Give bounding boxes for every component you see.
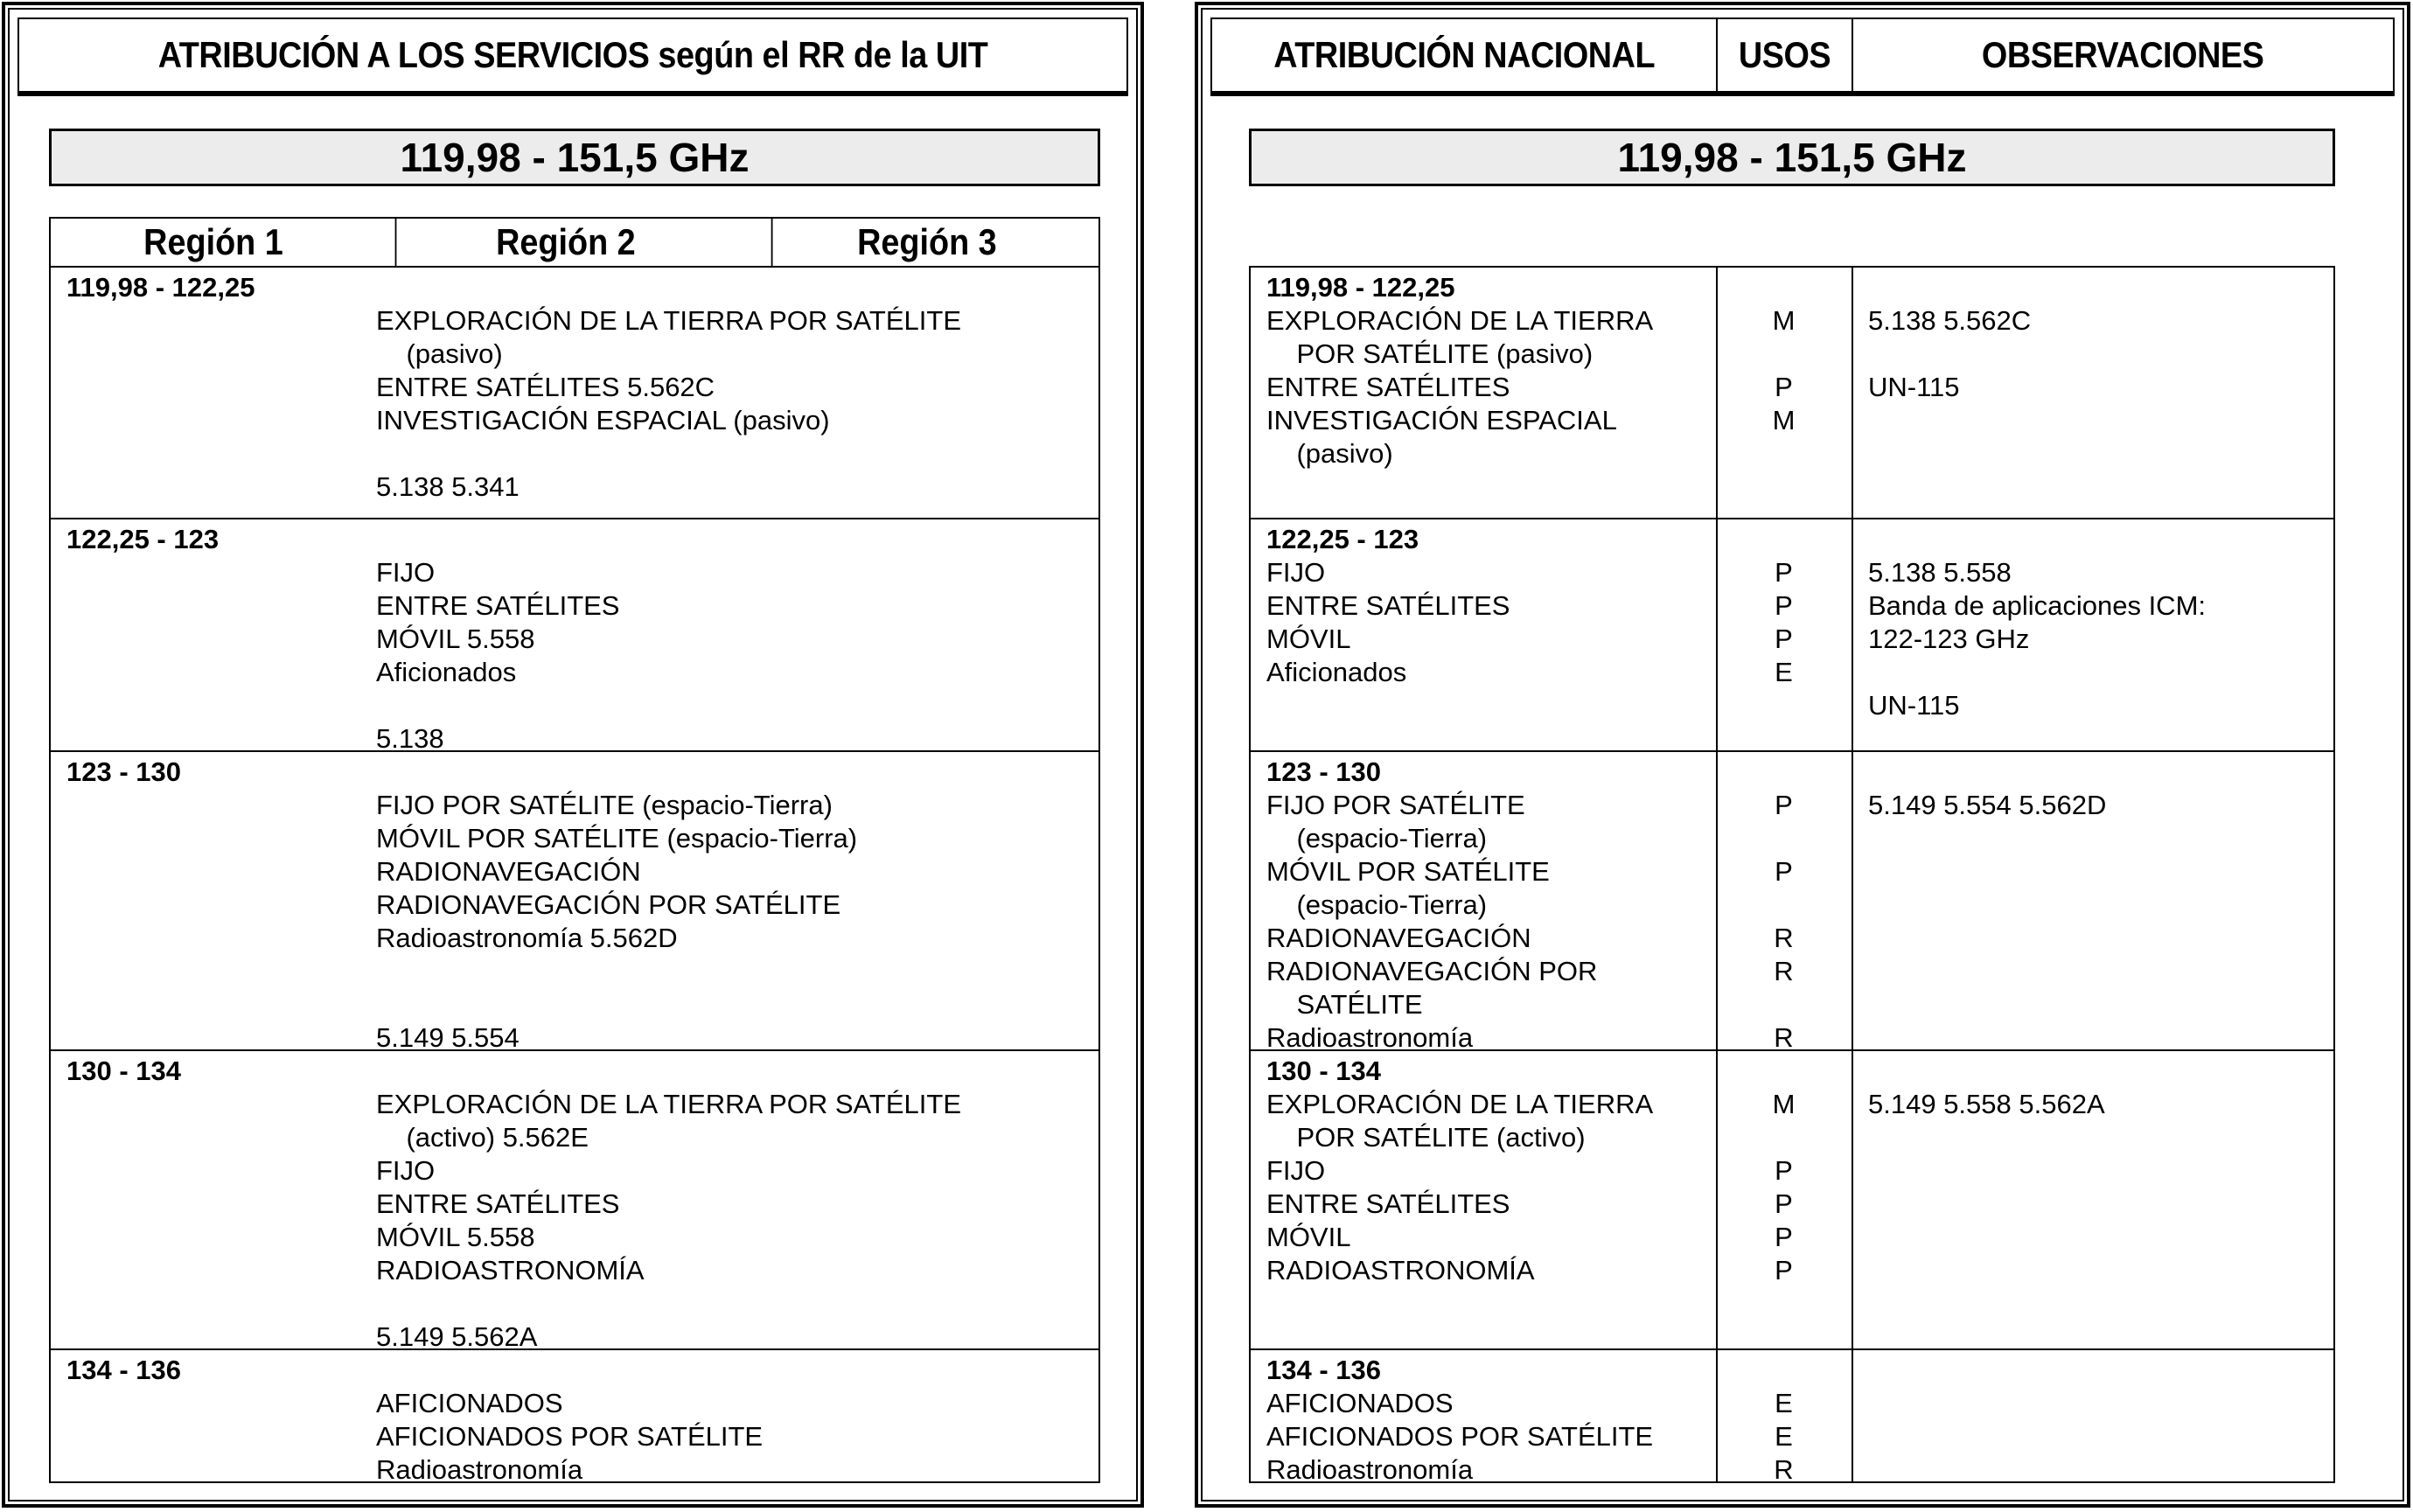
observaciones-divider [1852, 519, 1853, 750]
uso-code: P [1775, 624, 1793, 654]
service-line: FIJO [1266, 557, 1326, 588]
region-3-heading: Región 3 [771, 219, 1082, 266]
national-band-row [1251, 268, 2333, 519]
service-line: MÓVIL 5.558 [376, 1222, 535, 1252]
service-line: RADIONAVEGACIÓN [376, 856, 641, 887]
band-range: 119,98 - 122,25 [66, 272, 255, 303]
service-line: RADIONAVEGACIÓN POR SATÉLITE [376, 889, 841, 920]
national-band-row [1251, 519, 2333, 752]
uso-code: P [1775, 790, 1793, 820]
service-line: FIJO [376, 557, 436, 588]
itu-header [17, 17, 1128, 96]
national-header [1210, 17, 2395, 96]
service-line: EXPLORACIÓN DE LA TIERRA POR SATÉLITE [376, 305, 961, 336]
itu-band-row [51, 1350, 1098, 1487]
observation-line: 5.149 5.554 5.562D [1868, 790, 2107, 820]
observaciones-divider [1852, 268, 1853, 518]
service-line: ENTRE SATÉLITES [376, 590, 620, 621]
national-header-usos [1716, 19, 1852, 91]
service-line: FIJO POR SATÉLITE (espacio-Tierra) [376, 790, 833, 820]
band-range: 130 - 134 [66, 1056, 181, 1086]
uso-code: P [1775, 590, 1793, 621]
service-line: Aficionados [1266, 657, 1407, 687]
band-range: 122,25 - 123 [66, 524, 220, 554]
service-line: MÓVIL POR SATÉLITE [1266, 856, 1550, 887]
national-header-observaciones [1852, 19, 2393, 91]
uso-code: P [1775, 1155, 1793, 1186]
service-line: Radioastronomía [1266, 1454, 1474, 1485]
uso-code: R [1774, 923, 1794, 953]
service-line: (espacio-Tierra) [1266, 889, 1488, 920]
national-allocation-table [1249, 266, 2335, 1483]
itu-band-row [51, 519, 1098, 752]
service-line: POR SATÉLITE (activo) [1266, 1122, 1586, 1153]
service-line: MÓVIL POR SATÉLITE (espacio-Tierra) [376, 823, 858, 854]
service-line: MÓVIL [1266, 624, 1351, 654]
service-line: POR SATÉLITE (pasivo) [1266, 338, 1594, 369]
observaciones-divider [1852, 1051, 1853, 1348]
service-line: EXPLORACIÓN DE LA TIERRA [1266, 305, 1654, 336]
service-line: AFICIONADOS [1266, 1388, 1454, 1418]
uso-code: E [1775, 1421, 1793, 1452]
uso-code: P [1775, 1255, 1793, 1286]
national-header-usos-label: USOS [1738, 34, 1831, 75]
uso-code: M [1772, 1089, 1796, 1119]
national-band-row [1251, 1350, 2333, 1483]
service-line: FIJO POR SATÉLITE [1266, 790, 1525, 820]
service-line: ENTRE SATÉLITES [1266, 372, 1510, 402]
national-allocation-panel [1195, 2, 2410, 1508]
service-line: AFICIONADOS [376, 1388, 563, 1418]
region-header-row [51, 219, 1098, 268]
observaciones-divider [1852, 752, 1853, 1049]
service-line: FIJO [376, 1155, 436, 1186]
service-line: EXPLORACIÓN DE LA TIERRA [1266, 1089, 1654, 1119]
national-header-atribucion-label: ATRIBUCIÓN NACIONAL [1273, 34, 1655, 75]
service-line: ENTRE SATÉLITES 5.562C [376, 372, 715, 402]
observation-line: 122-123 GHz [1868, 624, 2030, 654]
itu-band-row [51, 752, 1098, 1051]
itu-band-title: 119,98 - 151,5 GHz [49, 129, 1100, 186]
service-line: RADIONAVEGACIÓN POR [1266, 956, 1598, 986]
service-line: INVESTIGACIÓN ESPACIAL [1266, 405, 1617, 435]
band-range: 134 - 136 [1266, 1355, 1381, 1385]
band-range: 122,25 - 123 [1266, 524, 1419, 554]
service-line: 5.149 5.554 [376, 1022, 520, 1053]
uso-code: P [1775, 856, 1793, 887]
service-line: AFICIONADOS POR SATÉLITE [376, 1421, 764, 1452]
observaciones-divider [1852, 1350, 1853, 1483]
itu-band-row [51, 268, 1098, 519]
service-line: MÓVIL [1266, 1222, 1351, 1252]
uso-code: R [1774, 956, 1794, 986]
service-line: Radioastronomía [1266, 1022, 1474, 1053]
service-line: Radioastronomía 5.562D [376, 923, 678, 953]
service-line: MÓVIL 5.558 [376, 624, 535, 654]
service-line: Aficionados [376, 657, 517, 687]
observation-line: 5.149 5.558 5.562A [1868, 1089, 2105, 1119]
service-line: ENTRE SATÉLITES [1266, 590, 1510, 621]
observation-line: Banda de aplicaciones ICM: [1868, 590, 2207, 621]
uso-code: E [1775, 1388, 1793, 1418]
region-2-heading: Región 2 [395, 219, 736, 266]
uso-code: M [1772, 305, 1796, 336]
national-band-title: 119,98 - 151,5 GHz [1249, 129, 2335, 186]
observation-line: UN-115 [1868, 690, 1960, 721]
national-header-observaciones-label: OBSERVACIONES [1982, 34, 2264, 75]
national-band-row [1251, 1051, 2333, 1350]
region-1-heading: Región 1 [143, 221, 283, 262]
observation-line: UN-115 [1868, 372, 1960, 402]
band-range: 123 - 130 [1266, 756, 1381, 787]
uso-code: M [1772, 405, 1796, 435]
service-line: (espacio-Tierra) [1266, 823, 1488, 854]
service-line: (pasivo) [1266, 438, 1393, 469]
service-line: SATÉLITE [1266, 989, 1423, 1020]
observation-line: 5.138 5.558 [1868, 557, 2012, 588]
service-line: 5.138 [376, 723, 444, 754]
national-header-atribucion [1212, 19, 1716, 91]
itu-allocation-table [49, 217, 1100, 1483]
band-range: 119,98 - 122,25 [1266, 272, 1455, 303]
national-band-row [1251, 752, 2333, 1051]
service-line: FIJO [1266, 1155, 1326, 1186]
service-line: Radioastronomía [376, 1454, 583, 1485]
service-line: ENTRE SATÉLITES [376, 1188, 620, 1219]
service-line: (pasivo) [376, 338, 503, 369]
itu-band-row [51, 1051, 1098, 1350]
service-line: AFICIONADOS POR SATÉLITE [1266, 1421, 1654, 1452]
uso-code: R [1774, 1454, 1794, 1485]
band-range: 134 - 136 [66, 1355, 181, 1385]
service-line: 5.138 5.341 [376, 471, 520, 502]
service-line: RADIOASTRONOMÍA [1266, 1255, 1535, 1286]
itu-header-title: ATRIBUCIÓN A LOS SERVICIOS según el RR de la UIT [157, 34, 988, 75]
uso-code: P [1775, 557, 1793, 588]
uso-code: E [1775, 657, 1793, 687]
itu-allocation-panel [2, 2, 1144, 1508]
uso-code: P [1775, 1222, 1793, 1252]
uso-code: P [1775, 372, 1793, 402]
service-line: 5.149 5.562A [376, 1321, 538, 1352]
service-line: INVESTIGACIÓN ESPACIAL (pasivo) [376, 405, 830, 435]
national-rows [1251, 268, 2333, 1483]
band-range: 130 - 134 [1266, 1056, 1381, 1086]
itu-rows [51, 268, 1098, 1487]
service-line: EXPLORACIÓN DE LA TIERRA POR SATÉLITE [376, 1089, 961, 1119]
service-line: ENTRE SATÉLITES [1266, 1188, 1510, 1219]
service-line: RADIONAVEGACIÓN [1266, 923, 1531, 953]
service-line: (activo) 5.562E [376, 1122, 589, 1153]
band-range: 123 - 130 [66, 756, 181, 787]
service-line: RADIOASTRONOMÍA [376, 1255, 645, 1286]
observation-line: 5.138 5.562C [1868, 305, 2032, 336]
uso-code: P [1775, 1188, 1793, 1219]
uso-code: R [1774, 1022, 1794, 1053]
